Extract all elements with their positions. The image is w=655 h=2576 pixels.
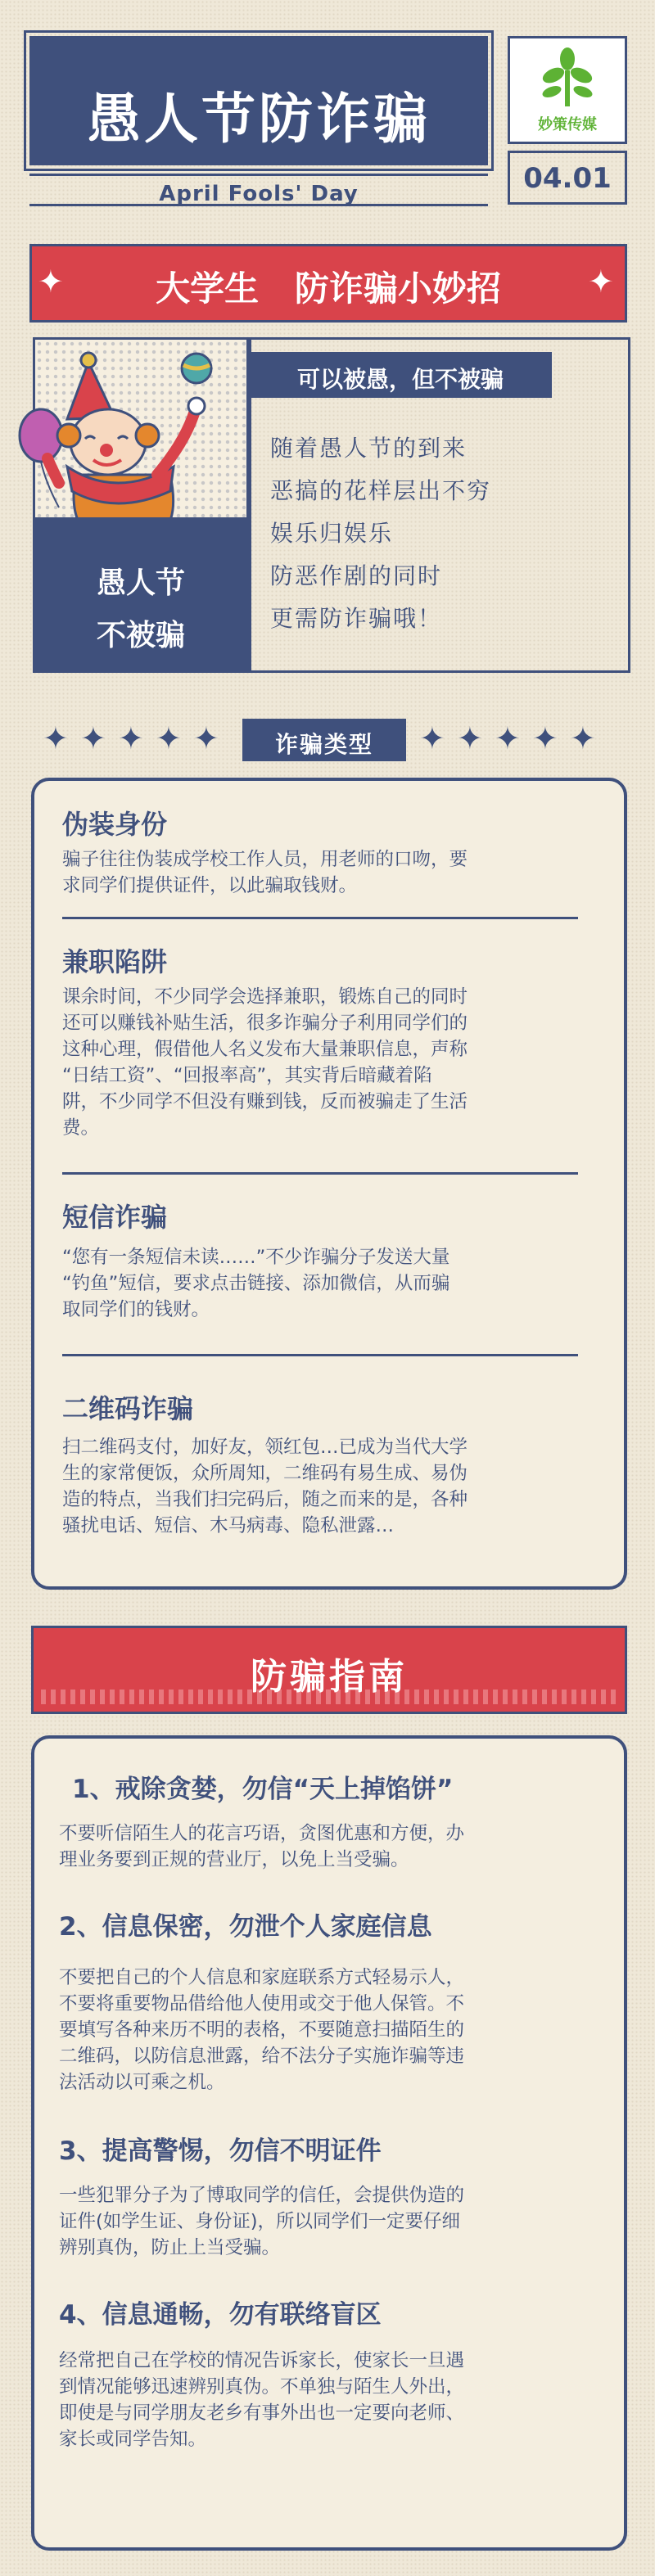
guide-text: 法活动以可乘之机。	[59, 2072, 225, 2093]
sparkle-icon: ✦	[419, 720, 445, 756]
fraud-text: “钓鱼”短信，要求点击链接、添加微信，从而骗	[62, 1273, 450, 1294]
guide-title: 1、戒除贪婪，勿信“天上掉馅饼”	[72, 1775, 454, 1804]
sparkle-icon: ✦	[38, 264, 64, 300]
sparkle-icon: ✦	[156, 720, 182, 756]
sparkle-icon: ✦	[80, 720, 106, 756]
guide-text: 即使是与同学朋友老乡有事外出也一定要向老师、	[59, 2402, 465, 2424]
sparkle-icon: ✦	[588, 264, 614, 300]
sparkle-icon: ✦	[532, 720, 558, 756]
sprout-logo-icon	[542, 46, 593, 108]
guide-title: 2、信息保密，勿泄个人家庭信息	[59, 1912, 432, 1942]
intro-line: 防恶作剧的同时	[270, 562, 443, 589]
fraud-title: 兼职陷阱	[62, 946, 168, 977]
guide-text: 经常把自己在学校的情况告诉家长，使家长一旦遇	[59, 2350, 465, 2371]
guide-text: 辨别真伪，防止上当受骗。	[59, 2237, 281, 2258]
guide-text: 要填写各种来历不明的表格，不要随意扫描陌生的	[59, 2019, 465, 2041]
sparkle-icon: ✦	[495, 720, 521, 756]
intro-heading: 可以被愚，但不被骗	[296, 366, 504, 393]
sparkle-icon: ✦	[43, 720, 69, 756]
sparkle-icon: ✦	[193, 720, 219, 756]
guide-title: 3、提高警惕，勿信不明证件	[59, 2136, 382, 2166]
intro-line: 更需防诈骗哦！	[270, 605, 443, 632]
clown-illustration-icon	[10, 344, 247, 540]
intro-line: 恶搞的花样层出不穷	[270, 477, 492, 504]
fraud-text: 骚扰电话、短信、木马病毒、隐私泄露…	[62, 1515, 395, 1536]
guide-text: 不要把自己的个人信息和家庭联系方式轻易示人，	[59, 1967, 465, 1988]
fraud-title: 短信诈骗	[62, 1202, 168, 1233]
fraud-text: 造的特点，当我们扫完码后，随之而来的是，各种	[62, 1489, 468, 1510]
intro-label-line2: 不被骗	[96, 619, 185, 652]
divider	[62, 1172, 578, 1175]
fraud-title: 二维码诈骗	[62, 1393, 194, 1424]
page-subtitle: April Fools' Day	[159, 182, 359, 206]
fraud-title: 伪装身份	[62, 809, 168, 840]
tips-banner-text: 大学生 防诈骗小妙招	[156, 268, 501, 309]
guide-text: 理业务要到正规的营业厅，以免上当受骗。	[59, 1849, 409, 1870]
guide-text: 一些犯罪分子为了博取同学的信任，会提供伪造的	[59, 2185, 465, 2206]
guide-text: 不要听信陌生人的花言巧语，贪图优惠和方便，办	[59, 1823, 465, 1844]
intro-label-line1: 愚人节	[96, 566, 185, 600]
guide-text: 家长或同学告知。	[59, 2429, 207, 2450]
fraud-text: 求同学们提供证件，以此骗取钱财。	[62, 875, 358, 896]
fraud-text: 课余时间，不少同学会选择兼职，锻炼自己的同时	[62, 986, 468, 1008]
fraud-text: 生的家常便饭，众所周知，二维码有易生成、易伪	[62, 1463, 468, 1484]
sparkle-icon: ✦	[457, 720, 483, 756]
fraud-text: “您有一条短信未读……”不少诈骗分子发送大量	[62, 1247, 450, 1268]
fraud-text: 取同学们的钱财。	[62, 1299, 210, 1320]
fraud-text: 费。	[62, 1117, 100, 1139]
fraud-text: 阱，不少同学不但没有赚到钱，反而被骗走了生活	[62, 1091, 468, 1112]
date-label: 04.01	[523, 162, 612, 195]
fraud-text: 骗子往往伪装成学校工作人员，用老师的口吻，要	[62, 849, 468, 870]
guide-banner-text: 防骗指南	[251, 1656, 408, 1698]
intro-line: 随着愚人节的到来	[270, 435, 468, 462]
sparkle-icon: ✦	[118, 720, 144, 756]
fraud-text: “日结工资”、“回报率高”，其实背后暗藏着陷	[62, 1065, 432, 1086]
guide-text: 证件(如学生证、身份证)，所以同学们一定要仔细	[59, 2211, 461, 2232]
divider	[62, 1354, 578, 1356]
fraud-types-label: 诈骗类型	[274, 731, 373, 758]
guide-text: 二维码，以防信息泄露，给不法分子实施诈骗等违	[59, 2046, 465, 2067]
page-title: 愚人节防诈骗	[87, 88, 431, 151]
guide-text: 到情况能够迅速辨别真伪。不单独与陌生人外出，	[59, 2376, 465, 2398]
sparkle-icon: ✦	[570, 720, 596, 756]
divider	[62, 917, 578, 919]
logo-text: 妙策传媒	[538, 116, 597, 133]
guide-title: 4、信息通畅，勿有联络盲区	[59, 2300, 382, 2330]
fraud-text: 这种心理，假借他人名义发布大量兼职信息，声称	[62, 1039, 468, 1060]
fraud-text: 扫二维码支付，加好友，领红包…已成为当代大学	[62, 1437, 468, 1458]
fraud-text: 还可以赚钱补贴生活，很多诈骗分子利用同学们的	[62, 1013, 468, 1034]
guide-text: 不要将重要物品借给他人使用或交于他人保管。不	[59, 1993, 465, 2014]
intro-line: 娱乐归娱乐	[270, 520, 394, 547]
